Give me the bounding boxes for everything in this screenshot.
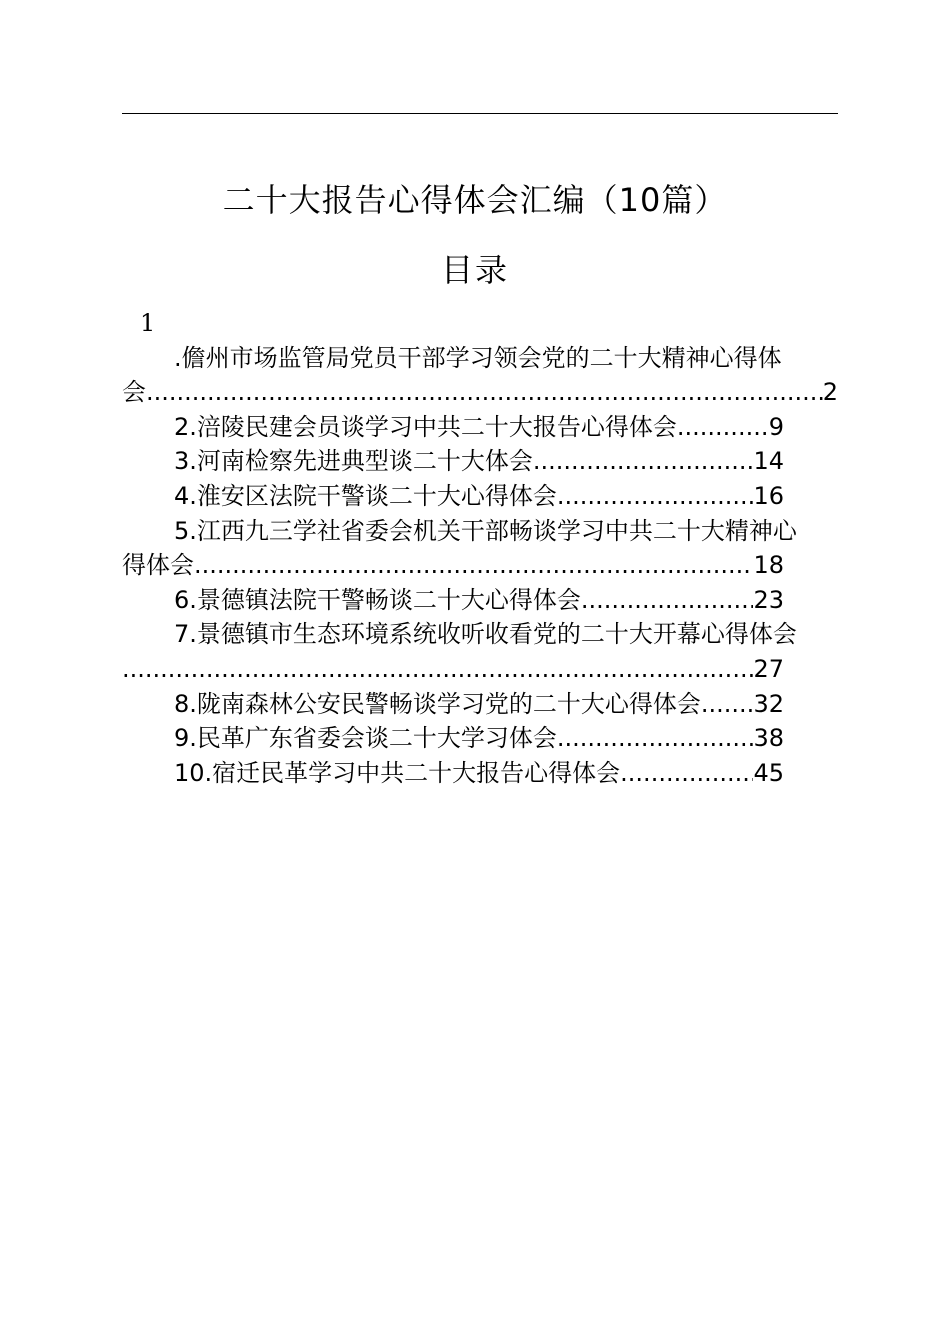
toc-entry-5-cont-text: 得体会: [122, 551, 194, 580]
toc-entry-10-text: 10.宿迁民革学习中共二十大报告心得体会: [174, 758, 621, 787]
toc-entry-8-page: 32: [753, 689, 784, 718]
header-rule: [122, 113, 838, 114]
toc-entry-7-text[interactable]: 7.景德镇市生态环境系统收听收看党的二十大开幕心得体会: [174, 620, 797, 649]
toc-entry-2-page: 9: [768, 412, 784, 441]
toc-entry-5-text[interactable]: 5.江西九三学社省委会机关干部畅谈学习中共二十大精神心: [174, 516, 797, 545]
toc-entry-6-text: 6.景德镇法院干警畅谈二十大心得体会: [174, 585, 581, 614]
toc-entry-5-page: 18: [753, 551, 784, 580]
toc-leader-dots: [677, 410, 769, 445]
toc-entry-4-page: 16: [753, 481, 784, 510]
document-title: 二十大报告心得体会汇编（10篇）: [222, 181, 728, 219]
toc-entry-1-cont-text: 会: [122, 378, 146, 407]
toc-entry-3-page: 14: [753, 447, 784, 476]
toc-leader-dots: [557, 721, 754, 756]
toc-entry-9-text: 9.民革广东省委会谈二十大学习体会: [174, 724, 557, 753]
toc-entry-8[interactable]: [122, 687, 784, 722]
toc-entry-8-text: 8.陇南森林公安民警畅谈学习党的二十大心得体会: [174, 689, 701, 718]
toc-entry-10-page: 45: [753, 758, 784, 787]
toc-entry-3[interactable]: [122, 444, 784, 479]
toc-entry-6-page: 23: [753, 585, 784, 614]
toc-entry-2-text: 2.涪陵民建会员谈学习中共二十大报告心得体会: [174, 412, 677, 441]
toc-leader-dots: [122, 652, 753, 687]
table-of-contents: [122, 306, 838, 790]
toc-entry-2[interactable]: [122, 410, 784, 445]
toc-leader-dots: [533, 444, 754, 479]
toc-entry-7-continuation[interactable]: [122, 652, 784, 687]
toc-entry-1-page: 2: [822, 378, 838, 407]
toc-entry-3-text: 3.河南检察先进典型谈二十大体会: [174, 447, 533, 476]
toc-leader-dots: [194, 548, 753, 583]
toc-entry-9[interactable]: [122, 721, 784, 756]
toc-leader-dots: [581, 583, 754, 618]
toc-entry-6[interactable]: [122, 583, 784, 618]
toc-heading: 目录: [440, 251, 509, 289]
toc-entry-4-text: 4.淮安区法院干警谈二十大心得体会: [174, 481, 557, 510]
toc-leader-dots: [701, 687, 754, 722]
toc-entry-7-page: 27: [753, 654, 784, 683]
toc-leader-dots: [620, 756, 753, 791]
toc-entry-10[interactable]: [122, 756, 784, 791]
toc-entry-1-number: 1: [140, 309, 156, 337]
toc-entry-1-text[interactable]: .儋州市场监管局党员干部学习领会党的二十大精神心得体: [174, 343, 782, 372]
toc-entry-5-continuation[interactable]: [122, 548, 784, 583]
toc-leader-dots: [146, 375, 823, 410]
toc-entry-4[interactable]: [122, 479, 784, 514]
toc-leader-dots: [557, 479, 754, 514]
toc-entry-1-continuation[interactable]: [122, 375, 838, 410]
toc-entry-9-page: 38: [753, 724, 784, 753]
